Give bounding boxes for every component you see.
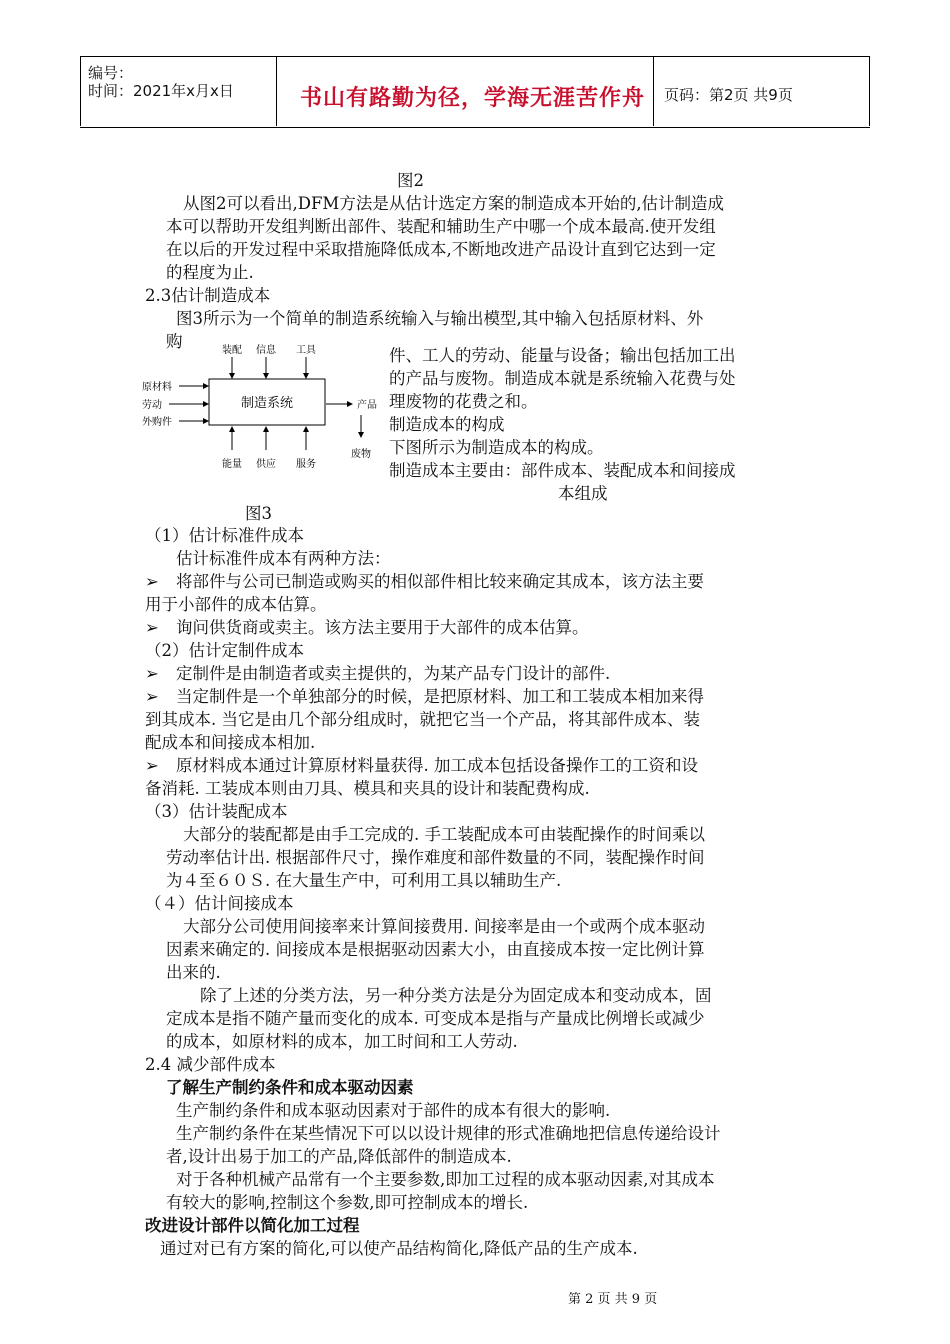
bullet-icon: ➢ [145,664,159,683]
paragraph-line: 劳动率估计出. 根据部件尺寸，操作难度和部件数量的不同，装配操作时间 [166,848,705,867]
paragraph-line: 估计标准件成本有两种方法： [176,549,391,568]
bold-heading: 了解生产制约条件和成本驱动因素 [166,1078,414,1097]
paragraph-line: 有较大的影响,控制这个参数,即可控制成本的增长. [166,1193,529,1212]
paragraph-line: 大部分公司使用间接率来计算间接费用. 间接率是由一个或两个成本驱动 [183,917,705,936]
paragraph-line: 从图2可以看出,DFM方法是从估计选定方案的制造成本开始的,估计制造成 [183,194,725,213]
top-label: 工具 [296,345,316,356]
bullet-icon: ➢ [145,618,159,637]
motto: 书山有路勤为径，学海无涯苦作舟 [300,86,646,111]
bullet-text: 定制件是由制造者或卖主提供的，为某产品专门设计的部件. [176,664,611,683]
paragraph-line: 用于小部件的成本估算。 [145,595,327,614]
left-label: 劳动 [142,400,162,411]
bullet-text: 当定制件是一个单独部分的时候，是把原材料、加工和工装成本相加来得 [176,687,704,706]
bullet-icon: ➢ [145,572,159,591]
manufacturing-system-diagram [135,335,395,475]
time-label: 时间：2021年x月x日 [88,82,234,100]
paragraph-line: 配成本和间接成本相加. [145,733,316,752]
side-line: 制造成本主要由：部件成本、装配成本和间接成 [389,461,736,480]
side-line: 件、工人的劳动、能量与设备；输出包括加工出 [389,346,736,365]
paragraph-line: 备消耗. 工装成本则由刀具、模具和夹具的设计和装配费构成. [145,779,590,798]
subsection-heading: （４）估计间接成本 [145,894,294,913]
page-footer: 第 2 页 共 9 页 [568,1292,658,1307]
paragraph-line: 本可以帮助开发组判断出部件、装配和辅助生产中哪一个成本最高.使开发组 [166,217,716,236]
paragraph-line: 的成本，如原材料的成本，加工时间和工人劳动. [166,1032,518,1051]
side-line: 理废物的花费之和。 [389,392,538,411]
paragraph-line: 因素来确定的. 间接成本是根据驱动因素大小，由直接成本按一定比例计算 [166,940,705,959]
side-line: 的产品与废物。制造成本就是系统输入花费与处 [389,369,736,388]
serial-label: 编号： [88,64,134,82]
paragraph-line: 除了上述的分类方法，另一种分类方法是分为固定成本和变动成本，固 [200,986,712,1005]
header-divider-2 [653,56,654,126]
paragraph-line: 对于各种机械产品常有一个主要参数,即加工过程的成本驱动因素,对其成本 [176,1170,715,1189]
bullet-icon: ➢ [145,756,159,775]
bullet-text: 原材料成本通过计算原材料量获得. 加工成本包括设备操作工的工资和设 [176,756,698,775]
bottom-label: 能量 [222,459,242,470]
paragraph-line: 到其成本. 当它是由几个部分组成时，就把它当一个产品，将其部件成本、装 [145,710,700,729]
paragraph-line: 定成本是指不随产量而变化的成本. 可变成本是指与产量成比例增长或减少 [166,1009,705,1028]
bottom-label: 服务 [296,459,316,470]
right-label: 废物 [351,449,371,460]
top-label: 信息 [256,345,276,356]
bottom-label: 供应 [256,459,276,470]
left-label: 原材料 [142,382,172,393]
section-heading-2-4: 2.4 减少部件成本 [145,1055,276,1074]
subsection-heading: （2）估计定制件成本 [145,641,304,660]
page-info: 页码：第2页 共9页 [664,86,793,104]
bold-heading: 改进设计部件以简化加工过程 [145,1216,360,1235]
paragraph-line: 为４至６０Ｓ. 在大量生产中，可利用工具以辅助生产. [166,871,562,890]
paragraph-line: 生产制约条件在某些情况下可以以设计规律的形式准确地把信息传递给设计 [176,1124,721,1143]
header-left-border [80,56,81,126]
paragraph-line: 的程度为止. [166,263,254,282]
section-heading-2-3: 2.3估计制造成本 [145,286,271,305]
figure2-caption: 图2 [397,171,424,190]
bullet-text: 询问供货商或卖主。该方法主要用于大部件的成本估算。 [176,618,589,637]
figure3-caption: 图3 [245,504,272,523]
right-label: 产品 [357,400,377,411]
subsection-heading: （3）估计装配成本 [145,802,288,821]
bullet-icon: ➢ [145,687,159,706]
header-right-border [869,56,870,126]
side-line: 下图所示为制造成本的构成。 [389,438,604,457]
paragraph-line: 在以后的开发过程中采取措施降低成本,不断地改进产品设计直到它达到一定 [166,240,716,259]
paragraph-line: 大部分的装配都是由手工完成的. 手工装配成本可由装配操作的时间乘以 [183,825,705,844]
header-divider-1 [276,56,277,126]
subsection-heading: （1）估计标准件成本 [145,526,304,545]
bullet-text: 将部件与公司已制造或购买的相似部件相比较来确定其成本，该方法主要 [176,572,704,591]
side-line: 制造成本的构成 [389,415,505,434]
paragraph-line: 通过对已有方案的简化,可以使产品结构简化,降低产品的生产成本. [160,1239,638,1258]
paragraph-line: 购 [166,332,183,351]
paragraph-line: 出来的. [166,963,221,982]
paragraph-line: 生产制约条件和成本驱动因素对于部件的成本有很大的影响. [176,1101,611,1120]
system-label: 制造系统 [240,396,294,411]
side-line: 本组成 [558,484,608,503]
top-label: 装配 [222,345,242,356]
left-label: 外购件 [142,417,172,428]
paragraph-line: 图3所示为一个简单的制造系统输入与输出模型,其中输入包括原材料、外 [176,309,704,328]
paragraph-line: 者,设计出易于加工的产品,降低部件的制造成本. [166,1147,512,1166]
